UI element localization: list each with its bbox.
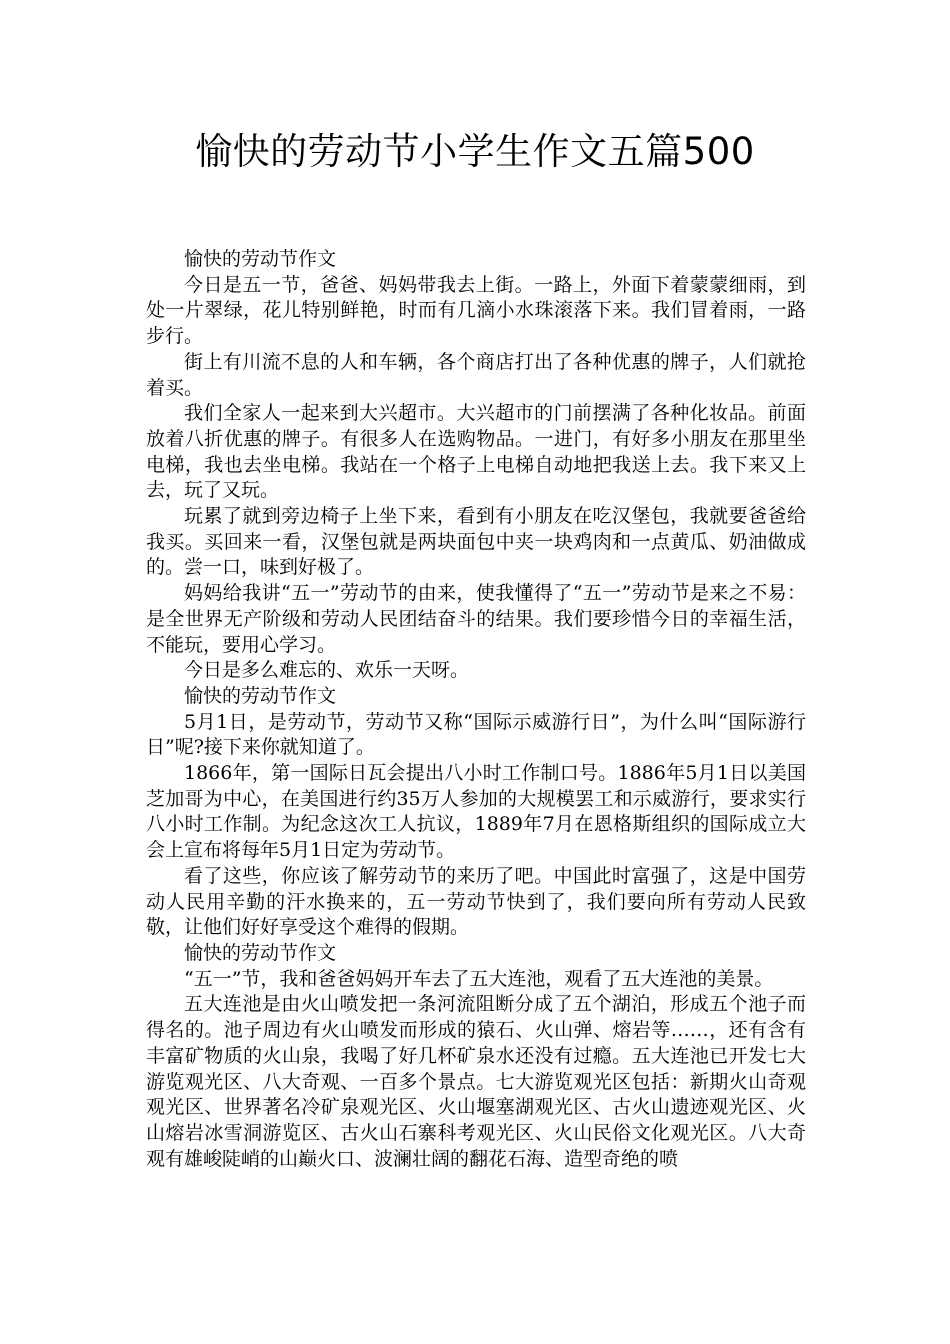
body-paragraph: 妈妈给我讲“五一”劳动节的由来，使我懂得了“五一”劳动节是来之不易：是全世界无产阶级和劳动人民团结奋斗的结果。我们要珍惜今日的幸福生活，不能玩，要用心学习。 (146, 582, 806, 656)
body-paragraph: 今日是多么难忘的、欢乐一天呀。 (184, 659, 470, 682)
body-paragraph: 今日是五一节，爸爸、妈妈带我去上街。一路上，外面下着蒙蒙细雨，到处一片翠绿，花儿特别鲜艳，时而有几滴小水珠滚落下来。我们冒着雨，一路步行。 (146, 273, 806, 348)
body-paragraph: 玩累了就到旁边椅子上坐下来，看到有小朋友在吃汉堡包，我就要爸爸给我买。买回来一看，汉堡包就是两块面包中夹一块鸡肉和一点黄瓜、奶油做成的。尝一口，味到好极了。 (146, 505, 806, 579)
section-heading: 愉快的劳动节作文 (184, 941, 337, 964)
body-paragraph: 五大连池是由火山喷发把一条河流阻断分成了五个湖泊，形成五个池子而得名的。池子周边有火山喷发而形成的猿石、火山弹、熔岩等……，还有含有丰富矿物质的火山泉，我喝了好几杯矿泉水还没有过瘾。五大连池已开发七大游览观光区、八大奇观、一百多个景点。七大游览观光区包括：新期火山奇观观光区、世界著名冷矿泉观光区、火山堰塞湖观光区、古火山遗迹观光区、火山熔岩冰雪洞游览区、古火山石寨科考观光区、火山民俗文化观光区。八大奇观有雄峻陡峭的山巅火口、波澜壮阔的翻花石海、造型奇绝的喷 (146, 993, 806, 1170)
document-title: 愉快的劳动节小学生作文五篇500 (195, 130, 755, 173)
body-paragraph: 街上有川流不息的人和车辆，各个商店打出了各种优惠的牌子，人们就抢着买。 (146, 350, 806, 399)
body-paragraph: 1866年，第一国际日瓦会提出八小时工作制口号。1886年5月1日以美国芝加哥为中心，在美国进行约35万人参加的大规模罢工和示威游行，要求实行八小时工作制。为纪念这次工人抗议，1889年7月在恩格斯组织的国际成立大会上宣布将每年5月1日定为劳动节。 (146, 762, 806, 862)
body-paragraph: 5月1日，是劳动节，劳动节又称“国际示威游行日”，为什么叫“国际游行日”呢?接下来你就知道了。 (146, 710, 806, 759)
document-body (146, 247, 806, 1172)
body-paragraph: 我们全家人一起来到大兴超市。大兴超市的门前摆满了各种化妆品。前面放着八折优惠的牌子。有很多人在选购物品。一进门，有好多小朋友在那里坐电梯，我也去坐电梯。我站在一个格子上电梯自动地把我送上去。我下来又上去，玩了又玩。 (146, 402, 806, 502)
section-heading: 愉快的劳动节作文 (184, 684, 337, 707)
body-paragraph: 看了这些，你应该了解劳动节的来历了吧。中国此时富强了，这是中国劳动人民用辛勤的汗水换来的，五一劳动节快到了，我们要向所有劳动人民致敬，让他们好好享受这个难得的假期。 (146, 864, 806, 939)
section-heading: 愉快的劳动节作文 (184, 248, 337, 270)
body-paragraph: “五一”节，我和爸爸妈妈开车去了五大连池，观看了五大连池的美景。 (184, 967, 774, 990)
